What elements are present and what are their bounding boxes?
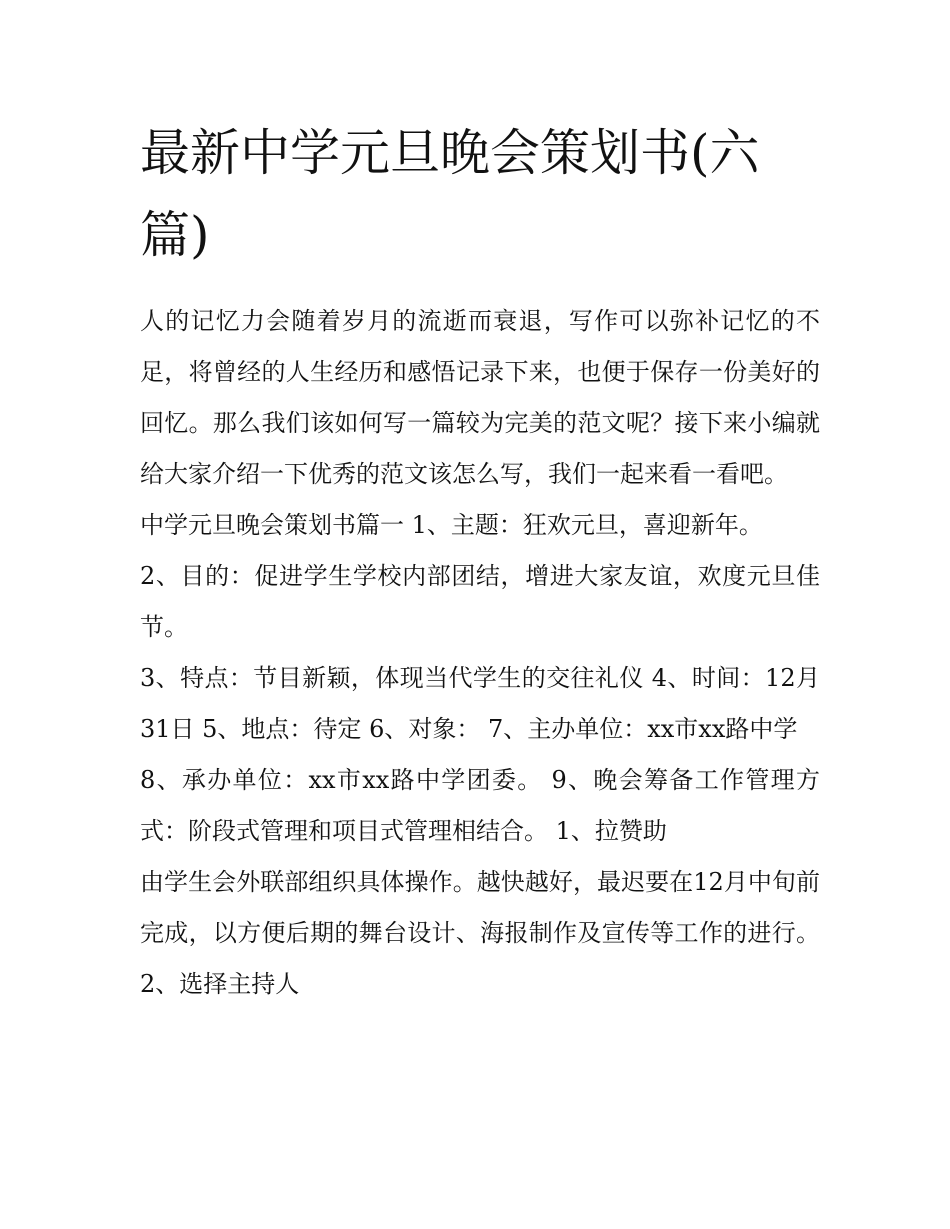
document-title: 最新中学元旦晚会策划书(六篇) [140,124,760,264]
section-sponsor-paragraph: 由学生会外联部组织具体操作。越快越好，最迟要在12月中旬前完成，以方便后期的舞台设计、海报制作及宣传等工作的进行。 2、选择主持人 [140,868,820,998]
section-theme-paragraph: 中学元旦晚会策划书篇一 1、主题：狂欢元旦，喜迎新年。 [140,511,763,539]
section-features-paragraph: 3、特点：节目新颖，体现当代学生的交往礼仪 4、时间：12月31日 5、地点：待定 6、对象： 7、主办单位：xx市xx路中学 [140,664,820,743]
section-purpose-paragraph: 2、目的：促进学生学校内部团结，增进大家友谊，欢度元旦佳节。 [140,562,820,641]
intro-paragraph: 人的记忆力会随着岁月的流逝而衰退，写作可以弥补记忆的不足，将曾经的人生经历和感悟记录下来，也便于保存一份美好的回忆。那么我们该如何写一篇较为完美的范文呢？接下来小编就给大家介绍一下优秀的范文该怎么写，我们一起来看一看吧。 [140,307,820,488]
section-organizer-paragraph: 8、承办单位：xx市xx路中学团委。 9、晚会筹备工作管理方式：阶段式管理和项目式管理相结合。 1、拉赞助 [140,766,820,845]
document-page [140,112,820,1010]
